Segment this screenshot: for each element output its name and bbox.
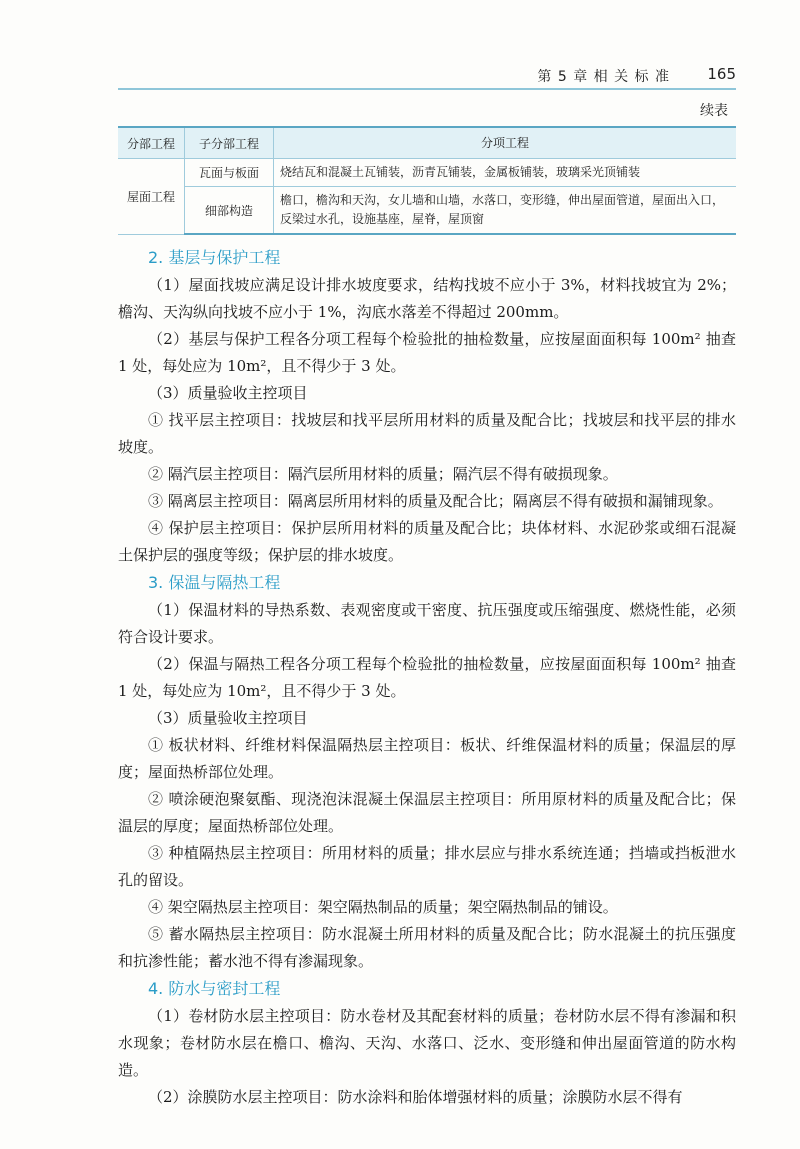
paragraph: ② 隔汽层主控项目：隔汽层所用材料的质量；隔汽层不得有破损现象。 [148,465,618,483]
section-heading: 3. 保温与隔热工程 [148,573,281,592]
body-content [118,244,736,1111]
table-cell-items: 烧结瓦和混凝土瓦铺装，沥青瓦铺装，金属板铺装，玻璃采光顶铺装 [274,159,737,187]
paragraph: （2）保温与隔热工程各分项工程每个检验批的抽检数量，应按屋面面积每 100m² 抽查 1 处，每处应为 10m²，且不得少于 3 处。 [118,655,736,700]
section-heading: 2. 基层与保护工程 [148,248,281,267]
paragraph: ② 喷涂硬泡聚氨酯、现浇泡沫混凝土保温层主控项目：所用原材料的质量及配合比；保温层的厚度；屋面热桥部位处理。 [118,790,736,835]
section-insulation [118,569,736,975]
table-row [118,159,736,187]
section-waterproofing [118,975,736,1111]
table-continued-label: 续表 [700,103,728,119]
paragraph: ③ 种植隔热层主控项目：所用材料的质量；排水层应与排水系统连通；挡墙或挡板泄水孔的留设。 [118,844,736,889]
paragraph: ① 找平层主控项目：找坡层和找平层所用材料的质量及配合比；找坡层和找平层的排水坡度。 [118,411,736,456]
table-cell-sub: 细部构造 [185,187,274,235]
paragraph: （1）屋面找坡应满足设计排水坡度要求，结构找坡不应小于 3%，材料找坡宜为 2%；檐沟、天沟纵向找坡不应小于 1%，沟底水落差不得超过 200mm。 [118,276,736,321]
paragraph: ④ 架空隔热层主控项目：架空隔热制品的质量；架空隔热制品的铺设。 [148,898,618,916]
header-rule [118,88,736,90]
paragraph: ③ 隔离层主控项目：隔离层所用材料的质量及配合比；隔离层不得有破损和漏铺现象。 [148,492,723,510]
table-cell-sub: 瓦面与板面 [185,159,274,187]
paragraph: （2）基层与保护工程各分项工程每个检验批的抽检数量，应按屋面面积每 100m² 抽查 1 处，每处应为 10m²，且不得少于 3 处。 [118,330,736,375]
paragraph: ⑤ 蓄水隔热层主控项目：防水混凝土所用材料的质量及配合比；防水混凝土的抗压强度和抗渗性能；蓄水池不得有渗漏现象。 [118,925,736,970]
paragraph: ① 板状材料、纤维材料保温隔热层主控项目：板状、纤维保温材料的质量；保温层的厚度；屋面热桥部位处理。 [118,736,736,781]
table-row [118,187,736,235]
running-header [118,62,736,88]
chapter-title: 第 5 章 相 关 标 准 [537,69,670,85]
column-header: 子分部工程 [185,127,274,159]
paragraph: （1）保温材料的导热系数、表观密度或干密度、抗压强度或压缩强度、燃烧性能，必须符合设计要求。 [118,601,736,646]
paragraph: （2）涂膜防水层主控项目：防水涂料和胎体增强材料的质量；涂膜防水层不得有 [148,1088,683,1106]
paragraph: （3）质量验收主控项目 [148,384,308,402]
subdivision-table [118,126,736,235]
paragraph: ④ 保护层主控项目：保护层所用材料的质量及配合比；块体材料、水泥砂浆或细石混凝土保护层的强度等级；保护层的排水坡度。 [118,519,736,564]
page-number: 165 [707,65,736,83]
paragraph: （3）质量验收主控项目 [148,709,308,727]
column-header: 分项工程 [274,127,737,159]
table-header-row [118,127,736,159]
section-base-protection [118,244,736,569]
table-cell-group: 屋面工程 [118,159,185,235]
column-header: 分部工程 [118,127,185,159]
section-heading: 4. 防水与密封工程 [148,979,281,998]
paragraph: （1）卷材防水层主控项目：防水卷材及其配套材料的质量；卷材防水层不得有渗漏和积水现象；卷材防水层在檐口、檐沟、天沟、水落口、泛水、变形缝和伸出屋面管道的防水构造。 [118,1007,736,1079]
table-cell-items: 檐口，檐沟和天沟，女儿墙和山墙，水落口，变形缝，伸出屋面管道，屋面出入口，反梁过水孔，设施基座，屋脊，屋顶窗 [274,187,737,235]
